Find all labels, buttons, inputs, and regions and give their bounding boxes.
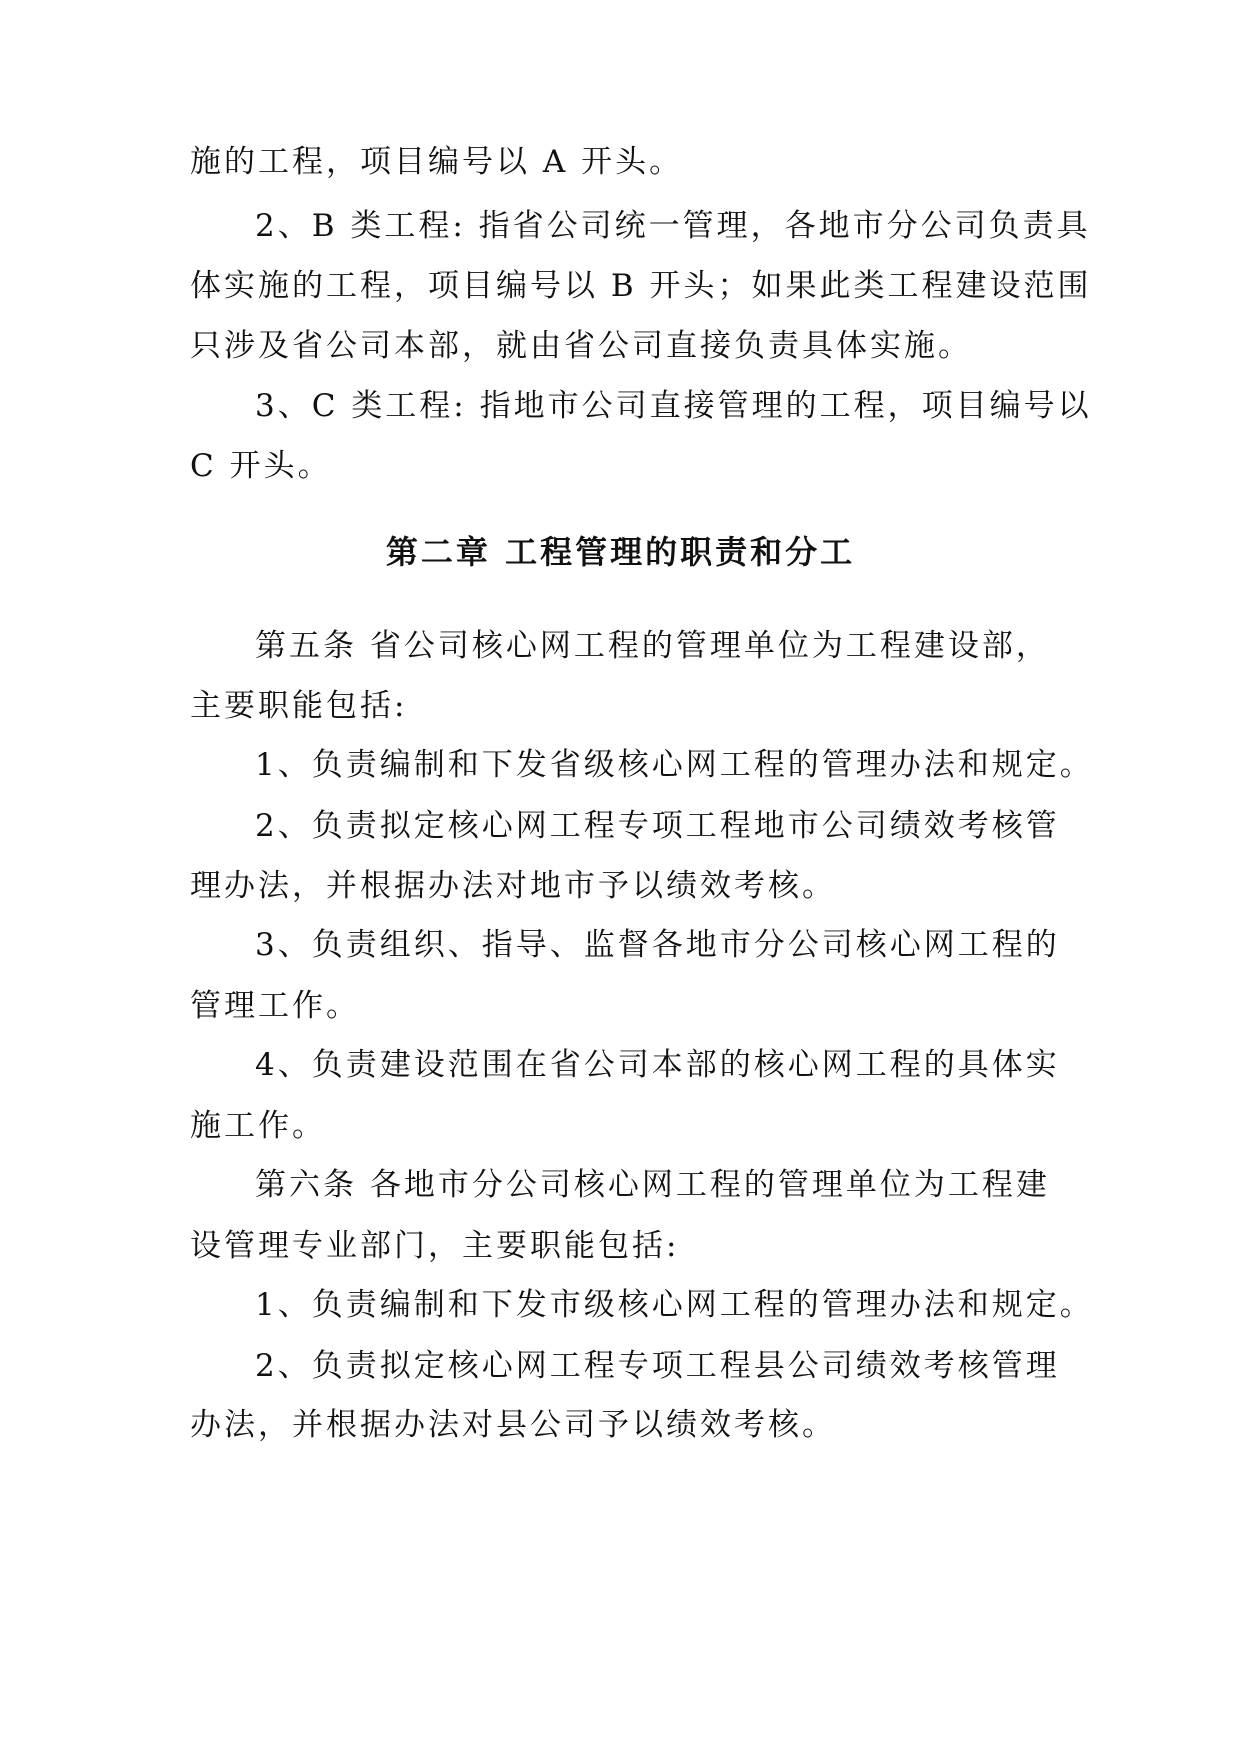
paragraph-line: 3、负责组织、指导、监督各地市分公司核心网工程的 <box>255 927 1060 963</box>
paragraph-line: 办法，并根据办法对县公司予以绩效考核。 <box>190 1407 836 1443</box>
paragraph-line: 施工作。 <box>190 1108 326 1144</box>
paragraph-line: 只涉及省公司本部，就由省公司直接负责具体实施。 <box>190 328 972 364</box>
paragraph-line: 设管理专业部门，主要职能包括: <box>190 1228 680 1264</box>
paragraph-line: 4、负责建设范围在省公司本部的核心网工程的具体实 <box>255 1047 1060 1083</box>
paragraph-line: 2、B 类工程: 指省公司统一管理，各地市分公司负责具 <box>255 208 1091 244</box>
paragraph-line: 施的工程，项目编号以 A 开头。 <box>190 144 684 180</box>
paragraph-line: 1、负责编制和下发市级核心网工程的管理办法和规定。 <box>255 1287 1094 1323</box>
paragraph-line: C 开头。 <box>190 448 332 484</box>
paragraph-line: 管理工作。 <box>190 988 360 1024</box>
paragraph-line: 1、负责编制和下发省级核心网工程的管理办法和规定。 <box>255 747 1094 783</box>
paragraph-line: 体实施的工程，项目编号以 B 开头；如果此类工程建设范围 <box>190 268 1092 304</box>
chapter-heading: 第二章 工程管理的职责和分工 <box>385 533 856 571</box>
paragraph-line: 第五条 省公司核心网工程的管理单位为工程建设部， <box>255 628 1050 664</box>
paragraph-line: 2、负责拟定核心网工程专项工程地市公司绩效考核管 <box>255 808 1060 844</box>
paragraph-line: 2、负责拟定核心网工程专项工程县公司绩效考核管理 <box>255 1348 1060 1384</box>
paragraph-line: 3、C 类工程: 指地市公司直接管理的工程，项目编号以 <box>255 388 1092 424</box>
paragraph-line: 理办法，并根据办法对地市予以绩效考核。 <box>190 868 836 904</box>
paragraph-line: 主要职能包括: <box>190 688 408 724</box>
paragraph-line: 第六条 各地市分公司核心网工程的管理单位为工程建 <box>255 1167 1050 1203</box>
